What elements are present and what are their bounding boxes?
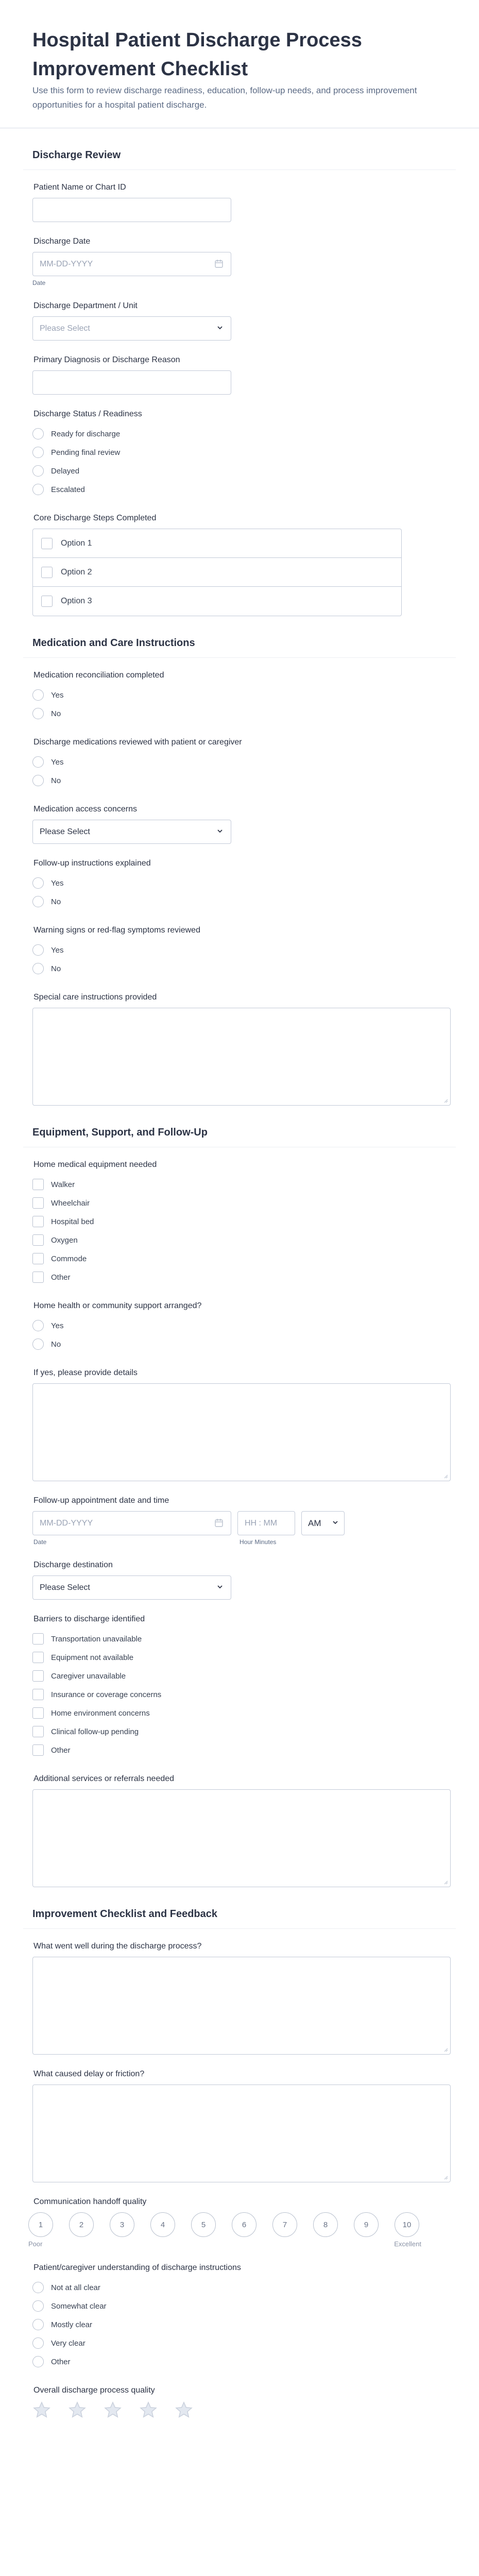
reviewed-field (32, 737, 479, 790)
warning-no[interactable]: No (32, 959, 479, 978)
date-sublabel: Date (32, 279, 46, 286)
services-textarea[interactable] (32, 1789, 451, 1887)
overall-label: Overall discharge process quality (33, 2386, 155, 2395)
delay-label: What caused delay or friction? (33, 2070, 145, 2078)
checkbox[interactable] (41, 567, 53, 578)
steps-option[interactable]: Option 3 (33, 587, 401, 616)
diagnosis-field (32, 355, 479, 395)
diagnosis-input[interactable] (32, 370, 231, 395)
checkbox[interactable] (41, 596, 53, 607)
scale-option-8[interactable]: 8 (313, 2212, 338, 2237)
diagnosis-label: Primary Diagnosis or Discharge Reason (33, 355, 180, 364)
date-sublabel: Date (33, 1538, 47, 1546)
handoff-scale (28, 2212, 479, 2237)
scale-option-3[interactable]: 3 (110, 2212, 134, 2237)
status-field (32, 409, 479, 499)
handoff-field (28, 2197, 479, 2248)
calendar-icon[interactable] (214, 1518, 224, 1528)
status-option[interactable]: Escalated (32, 480, 479, 499)
scale-low-label: Poor (28, 2240, 43, 2248)
home-health-field (32, 1301, 479, 1353)
resize-grip-icon[interactable] (444, 1475, 448, 1479)
services-label: Additional services or referrals needed (33, 1774, 175, 1783)
scale-option-6[interactable]: 6 (232, 2212, 256, 2237)
equipment-option[interactable]: Oxygen (32, 1231, 479, 1249)
followup-no[interactable]: No (32, 892, 479, 911)
equipment-option[interactable]: Other (32, 1268, 479, 1286)
scale-option-7[interactable]: 7 (272, 2212, 297, 2237)
star-icon[interactable] (175, 2401, 193, 2419)
steps-checkbox-table (32, 529, 402, 616)
home-health-no[interactable]: No (32, 1335, 479, 1353)
radio-button[interactable] (32, 896, 44, 907)
section-heading-discharge-review: Discharge Review (32, 149, 121, 161)
radio-button[interactable] (32, 2300, 44, 2312)
radio-button[interactable] (32, 775, 44, 786)
steps-option[interactable]: Option 2 (33, 558, 401, 587)
scale-high-label: Excellent (394, 2240, 421, 2248)
checkbox[interactable] (32, 1272, 44, 1283)
checkbox[interactable] (32, 1670, 44, 1682)
scale-option-1[interactable]: 1 (28, 2212, 53, 2237)
radio-button[interactable] (32, 963, 44, 974)
checkbox[interactable] (32, 1652, 44, 1663)
details-label: If yes, please provide details (33, 1368, 138, 1377)
appointment-field (32, 1496, 479, 1546)
details-field (32, 1368, 479, 1481)
patient-name-label: Patient Name or Chart ID (33, 183, 126, 192)
checkbox[interactable] (32, 1689, 44, 1700)
checkbox[interactable] (32, 1179, 44, 1190)
status-option[interactable]: Pending final review (32, 443, 479, 462)
scale-option-9[interactable]: 9 (354, 2212, 379, 2237)
understanding-option[interactable]: Very clear (32, 2334, 479, 2352)
select-placeholder: Please Select (40, 324, 90, 333)
destination-label: Discharge destination (33, 1561, 113, 1569)
reconciliation-field (32, 670, 479, 723)
star-icon[interactable] (32, 2401, 51, 2419)
checkbox[interactable] (32, 1197, 44, 1209)
radio-button[interactable] (32, 756, 44, 768)
went-well-label: What went well during the discharge process? (33, 1942, 202, 1951)
destination-select[interactable] (32, 1575, 231, 1600)
overall-field (32, 2385, 479, 2419)
radio-button[interactable] (32, 944, 44, 956)
warning-label: Warning signs or red-flag symptoms reviewed (33, 926, 200, 935)
department-field (32, 301, 479, 341)
destination-field (32, 1560, 479, 1600)
department-select[interactable] (32, 316, 231, 341)
appointment-sublabels (32, 1535, 479, 1546)
checkbox[interactable] (32, 1234, 44, 1246)
status-option[interactable]: Ready for discharge (32, 425, 479, 443)
went-well-textarea[interactable] (32, 1957, 451, 2055)
resize-grip-icon[interactable] (444, 2048, 448, 2052)
radio-button[interactable] (32, 465, 44, 477)
resize-grip-icon[interactable] (444, 1099, 448, 1103)
warning-field (32, 925, 479, 978)
star-icon[interactable] (104, 2401, 122, 2419)
checkbox[interactable] (32, 1744, 44, 1756)
delay-textarea[interactable] (32, 2084, 451, 2182)
special-label: Special care instructions provided (33, 993, 157, 1002)
section-heading-improvement: Improvement Checklist and Feedback (32, 1908, 218, 1920)
discharge-date-label: Discharge Date (33, 237, 91, 246)
checkbox[interactable] (32, 1707, 44, 1719)
reconciliation-yes[interactable]: Yes (32, 686, 479, 704)
equipment-option[interactable]: Wheelchair (32, 1194, 479, 1212)
radio-button[interactable] (32, 877, 44, 889)
access-label: Medication access concerns (33, 805, 137, 814)
chevron-down-icon (216, 324, 224, 331)
patient-name-input[interactable] (32, 198, 231, 222)
select-value: Please Select (40, 827, 90, 836)
scale-option-4[interactable]: 4 (150, 2212, 175, 2237)
steps-label: Core Discharge Steps Completed (33, 514, 157, 522)
form-description: Use this form to review discharge readiness, education, follow-up needs, and process improvement opportunities for a hospital patient discharge. (32, 86, 417, 110)
special-textarea[interactable] (32, 1008, 451, 1106)
section-heading-medication: Medication and Care Instructions (32, 637, 195, 649)
barrier-option[interactable]: Transportation unavailable (32, 1630, 479, 1648)
barrier-option[interactable]: Equipment not available (32, 1648, 479, 1667)
form-title: Hospital Patient Discharge Process Improvement Checklist (32, 29, 362, 80)
delay-field (32, 2069, 479, 2182)
chevron-down-icon (216, 827, 224, 835)
barriers-label: Barriers to discharge identified (33, 1615, 145, 1623)
appointment-date-input[interactable] (32, 1511, 231, 1535)
department-label: Discharge Department / Unit (33, 301, 138, 310)
checkbox[interactable] (32, 1216, 44, 1227)
followup-yes[interactable]: Yes (32, 874, 479, 892)
patient-name-field (32, 182, 479, 222)
star-rating (32, 2401, 479, 2419)
scale-option-2[interactable]: 2 (69, 2212, 94, 2237)
equipment-option[interactable]: Walker (32, 1175, 479, 1194)
resize-grip-icon[interactable] (444, 1880, 448, 1885)
radio-button[interactable] (32, 2337, 44, 2349)
home-health-label: Home health or community support arranged? (33, 1301, 202, 1310)
radio-button[interactable] (32, 428, 44, 439)
date-placeholder: MM-DD-YYYY (40, 260, 93, 268)
chevron-down-icon (332, 1519, 339, 1526)
appointment-inputs (32, 1511, 479, 1535)
followup-label: Follow-up instructions explained (33, 859, 151, 868)
understanding-option[interactable]: Not at all clear (32, 2278, 479, 2297)
details-textarea[interactable] (32, 1383, 451, 1481)
barriers-field (32, 1614, 479, 1759)
discharge-date-input[interactable] (32, 252, 231, 276)
understanding-field (32, 2263, 479, 2371)
radio-button[interactable] (32, 1320, 44, 1331)
equipment-option[interactable]: Commode (32, 1249, 479, 1268)
checkbox[interactable] (41, 538, 53, 549)
barrier-option[interactable]: Other (32, 1741, 479, 1759)
appointment-label: Follow-up appointment date and time (33, 1496, 169, 1505)
barrier-option[interactable]: Clinical follow-up pending (32, 1722, 479, 1741)
access-select[interactable] (32, 820, 231, 844)
went-well-field (32, 1941, 479, 2055)
star-icon[interactable] (139, 2401, 158, 2419)
section-heading-equipment: Equipment, Support, and Follow-Up (32, 1127, 208, 1138)
radio-button[interactable] (32, 447, 44, 458)
date-placeholder: MM-DD-YYYY (40, 1519, 93, 1528)
home-health-yes[interactable]: Yes (32, 1316, 479, 1335)
reconciliation-label: Medication reconciliation completed (33, 671, 164, 680)
reviewed-no[interactable]: No (32, 771, 479, 790)
status-label: Discharge Status / Readiness (33, 410, 142, 418)
steps-field (32, 513, 479, 616)
access-field (32, 804, 479, 844)
handoff-label: Communication handoff quality (33, 2197, 147, 2206)
barrier-option[interactable]: Insurance or coverage concerns (32, 1685, 479, 1704)
ampm-value: AM (308, 1518, 321, 1528)
radio-button[interactable] (32, 2319, 44, 2330)
scale-option-5[interactable]: 5 (191, 2212, 216, 2237)
understanding-label: Patient/caregiver understanding of discharge instructions (33, 2263, 241, 2272)
appointment-time-input[interactable] (237, 1511, 295, 1535)
discharge-date-field (32, 236, 479, 286)
radio-button[interactable] (32, 484, 44, 495)
equipment-field (32, 1160, 479, 1286)
understanding-option[interactable]: Mostly clear (32, 2315, 479, 2334)
select-value: Please Select (40, 1583, 90, 1592)
scale-labels (28, 2240, 421, 2248)
equipment-label: Home medical equipment needed (33, 1160, 157, 1169)
radio-button[interactable] (32, 2282, 44, 2293)
calendar-icon[interactable] (214, 259, 224, 268)
reconciliation-no[interactable]: No (32, 704, 479, 723)
time-placeholder: HH : MM (245, 1519, 278, 1528)
warning-yes[interactable]: Yes (32, 941, 479, 959)
followup-field (32, 858, 479, 911)
ampm-select[interactable] (301, 1511, 345, 1535)
section-divider (23, 657, 456, 658)
resize-grip-icon[interactable] (444, 2176, 448, 2180)
steps-option[interactable]: Option 1 (33, 529, 401, 558)
radio-button[interactable] (32, 689, 44, 701)
radio-button[interactable] (32, 1338, 44, 1350)
equipment-option[interactable]: Hospital bed (32, 1212, 479, 1231)
radio-button[interactable] (32, 708, 44, 719)
section-divider (23, 1928, 456, 1929)
reviewed-yes[interactable]: Yes (32, 753, 479, 771)
checkbox[interactable] (32, 1726, 44, 1737)
checkbox[interactable] (32, 1253, 44, 1264)
time-sublabel: Hour Minutes (239, 1538, 277, 1546)
barrier-option[interactable]: Caregiver unavailable (32, 1667, 479, 1685)
radio-button[interactable] (32, 2356, 44, 2367)
barrier-option[interactable]: Home environment concerns (32, 1704, 479, 1722)
scale-option-10[interactable]: 10 (395, 2212, 419, 2237)
reviewed-label: Discharge medications reviewed with patient or caregiver (33, 738, 242, 747)
special-field (32, 992, 479, 1106)
star-icon[interactable] (68, 2401, 87, 2419)
status-option[interactable]: Delayed (32, 462, 479, 480)
understanding-option[interactable]: Other (32, 2352, 479, 2371)
understanding-option[interactable]: Somewhat clear (32, 2297, 479, 2315)
checkbox[interactable] (32, 1633, 44, 1645)
chevron-down-icon (216, 1583, 224, 1590)
services-field (32, 1774, 479, 1887)
